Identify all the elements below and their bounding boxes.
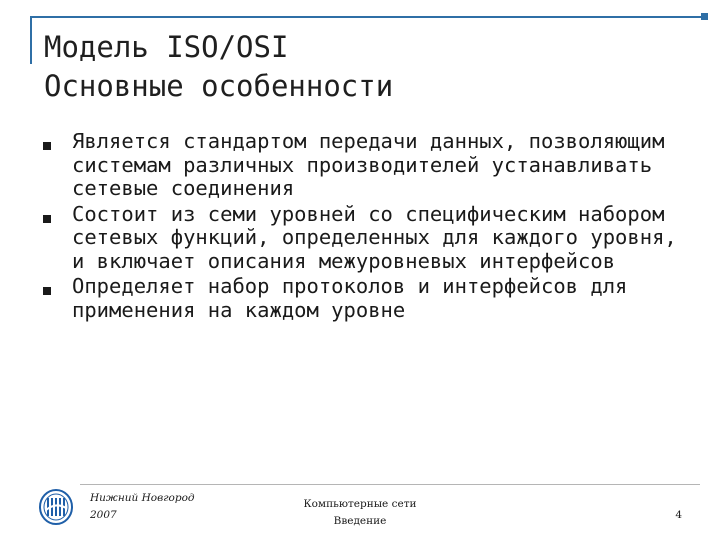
- bullet-item: [40, 275, 700, 322]
- footer-course: [300, 496, 420, 530]
- bullet-item: [40, 130, 700, 201]
- slide-title-line-1: Модель ISO/OSI: [44, 30, 289, 64]
- bullet-marker-icon: [43, 142, 51, 150]
- bullet-text: Является стандартом передачи данных, позволяющим системам различных производителей устанавливать сетевые соединения: [72, 129, 665, 200]
- title-frame-left-line: [30, 16, 32, 64]
- university-logo-icon: [38, 488, 74, 526]
- slide-title: [44, 28, 393, 106]
- slide-title-line-2: Основные особенности: [44, 69, 394, 103]
- page-number: 4: [675, 509, 682, 521]
- bullet-marker-icon: [43, 215, 51, 223]
- footer-course-line-1: Компьютерные сети: [303, 498, 417, 510]
- bullet-text: Определяет набор протоколов и интерфейсов для применения на каждом уровне: [72, 274, 628, 322]
- title-frame-top-line: [30, 16, 706, 18]
- footer-location: [90, 490, 195, 524]
- bullet-text: Состоит из семи уровней со специфическим набором сетевых функций, определенных для каждого уровня, и включает описания межуровневых интерфейсов: [72, 201, 677, 273]
- bullet-item: [40, 203, 700, 274]
- footer-course-line-2: Введение: [333, 515, 387, 527]
- footer-divider: [80, 484, 700, 485]
- footer-year: 2007: [90, 509, 117, 521]
- bullet-marker-icon: [43, 287, 51, 295]
- footer-city: Нижний Новгород: [90, 492, 195, 504]
- bullet-list: [40, 130, 700, 324]
